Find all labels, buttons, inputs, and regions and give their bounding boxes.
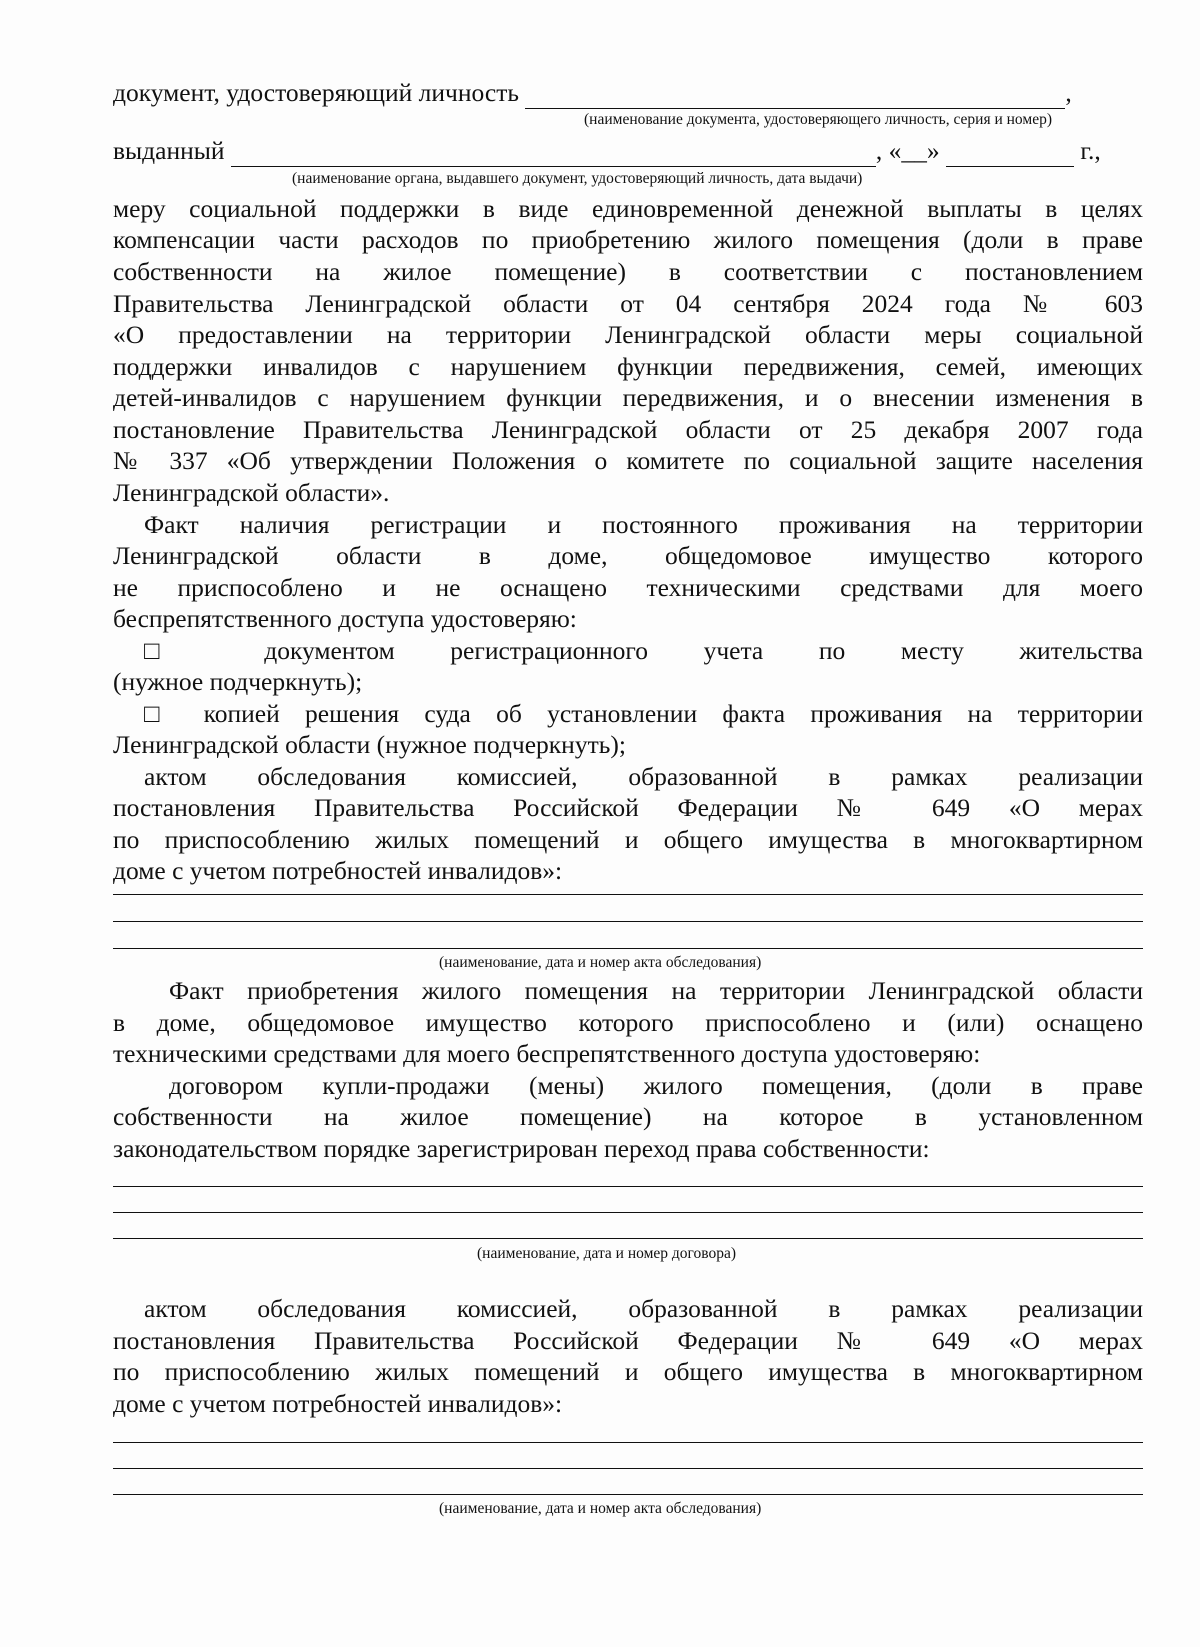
para1-line: собственности на жилое помещение) в соответствии с постановлением	[113, 257, 1143, 286]
act1-fill-line[interactable]	[113, 894, 1143, 895]
act2-line: актом обследования комиссией, образованной в рамках реализации	[144, 1294, 1143, 1323]
contract-fill-line[interactable]	[113, 1212, 1143, 1213]
para3-line: Факт приобретения жилого помещения на территории Ленинградской области	[169, 976, 1143, 1005]
issued-date-quote: «__»	[888, 136, 940, 165]
contract-line: договором купли-продажи (мены) жилого помещения, (доли в праве	[169, 1071, 1143, 1100]
para1-line: «О предоставлении на территории Ленинградской области меры социальной	[113, 320, 1143, 349]
para2-line: беспрепятственного доступа удостоверяю:	[113, 604, 577, 633]
para3-line: техническими средствами для моего беспрепятственного доступа удостоверяю:	[113, 1039, 981, 1068]
para1-line: № 337 «Об утверждении Положения о комитете по социальной защите населения	[113, 446, 1143, 475]
issued-date-field[interactable]	[946, 136, 1074, 167]
option-court-decision-cont: Ленинградской области (нужное подчеркнуть);	[113, 730, 626, 759]
para3-line: в доме, общедомовое имущество которого приспособлено и (или) оснащено	[113, 1008, 1143, 1037]
act2-line: доме с учетом потребностей инвалидов»:	[113, 1389, 563, 1418]
issued-comma: ,	[875, 136, 883, 165]
option-inspection-act-line: постановления Правительства Российской Федерации № 649 «О мерах	[113, 793, 1143, 822]
contract-line: собственности на жилое помещение) на которое в установленном	[113, 1102, 1143, 1131]
act2-fill-line[interactable]	[113, 1494, 1143, 1495]
issued-by-field[interactable]	[231, 136, 876, 167]
option-court-decision[interactable]: □ копией решения суда об установлении факта проживания на территории	[144, 699, 1143, 728]
para1-line: компенсации части расходов по приобретению жилого помещения (доли в праве	[113, 225, 1143, 254]
identity-doc-caption: (наименование документа, удостоверяющего личность, серия и номер)	[584, 111, 1052, 128]
act2-line: по приспособлению жилых помещений и общего имущества в многоквартирном	[113, 1357, 1143, 1386]
option-inspection-act: актом обследования комиссией, образованной в рамках реализации	[144, 762, 1143, 791]
para2-line: Факт наличия регистрации и постоянного проживания на территории	[144, 510, 1143, 539]
option-registration-cont: (нужное подчеркнуть);	[113, 667, 363, 696]
para1-line: Правительства Ленинградской области от 04 сентября 2024 года № 603	[113, 289, 1143, 318]
contract-line: законодательством порядке зарегистрирован переход права собственности:	[113, 1134, 930, 1163]
identity-doc-label: документ, удостоверяющий личность	[113, 78, 519, 107]
para2-line: не приспособлено и не оснащено техническими средствами для моего	[113, 573, 1143, 602]
issued-row	[113, 136, 1143, 167]
para1-line: поддержки инвалидов с нарушением функции передвижения, семей, имеющих	[113, 352, 1143, 381]
act2-fill-line[interactable]	[113, 1442, 1143, 1443]
act2-fill-line[interactable]	[113, 1468, 1143, 1469]
identity-doc-field[interactable]	[525, 78, 1065, 109]
identity-doc-comma: ,	[1065, 78, 1072, 107]
identity-doc-row	[113, 78, 1143, 109]
para1-line: детей-инвалидов с нарушением функции передвижения, и о внесении изменения в	[113, 383, 1143, 412]
act1-fill-line[interactable]	[113, 921, 1143, 922]
contract-caption: (наименование, дата и номер договора)	[477, 1245, 737, 1262]
issued-year: г.,	[1080, 136, 1101, 165]
option-inspection-act-line: доме с учетом потребностей инвалидов»:	[113, 856, 563, 885]
act2-caption: (наименование, дата и номер акта обследования)	[439, 1500, 762, 1517]
option-registration[interactable]: □ документом регистрационного учета по месту жительства	[144, 636, 1143, 665]
para2-line: Ленинградской области в доме, общедомовое имущество которого	[113, 541, 1143, 570]
para1-line: постановление Правительства Ленинградской области от 25 декабря 2007 года	[113, 415, 1143, 444]
act1-caption: (наименование, дата и номер акта обследования)	[439, 954, 762, 971]
issued-caption: (наименование органа, выдавшего документ, удостоверяющий личность, дата выдачи)	[292, 170, 863, 187]
para1-line: меру социальной поддержки в виде единовременной денежной выплаты в целях	[113, 194, 1143, 223]
act1-fill-line[interactable]	[113, 948, 1143, 949]
issued-label: выданный	[113, 136, 225, 165]
contract-fill-line[interactable]	[113, 1238, 1143, 1239]
contract-fill-line[interactable]	[113, 1186, 1143, 1187]
act2-line: постановления Правительства Российской Федерации № 649 «О мерах	[113, 1326, 1143, 1355]
para1-line: Ленинградской области».	[113, 478, 390, 507]
option-inspection-act-line: по приспособлению жилых помещений и общего имущества в многоквартирном	[113, 825, 1143, 854]
